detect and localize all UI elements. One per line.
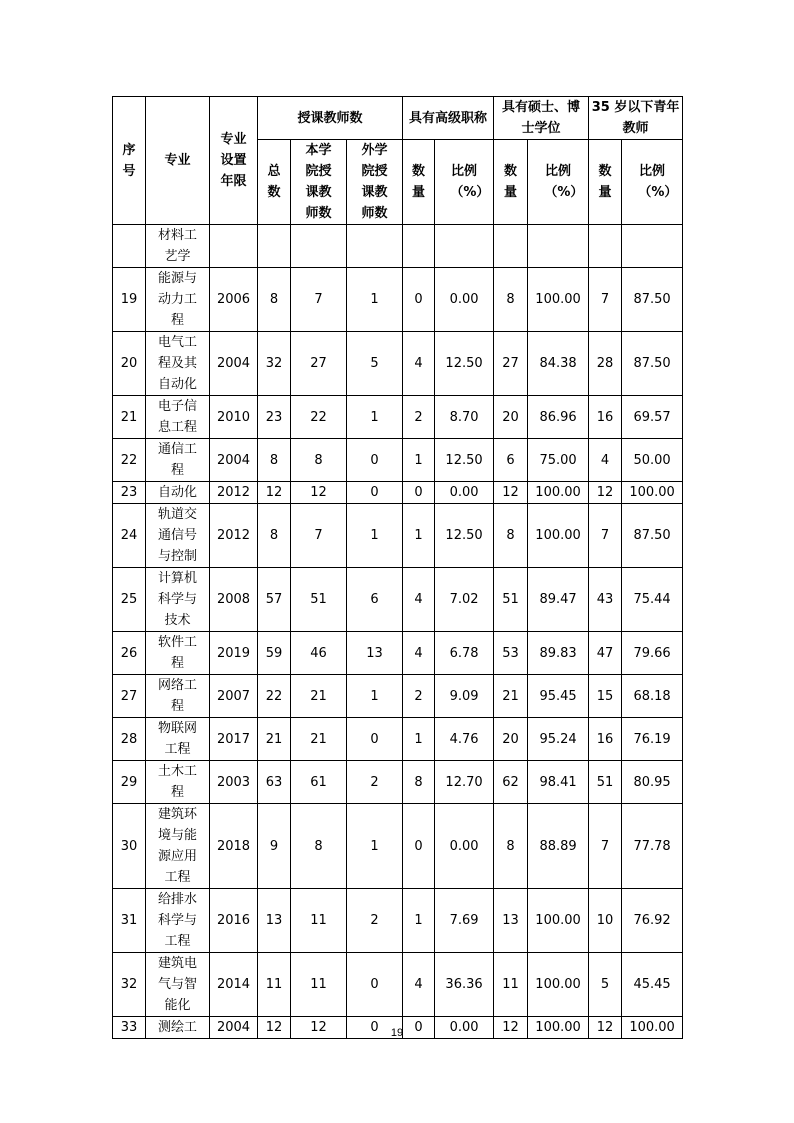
header-own-college: 本学院授课教师数 [291, 140, 347, 225]
table-row [113, 268, 683, 332]
cell-own-college: 21 [291, 675, 347, 718]
header-external-college: 外学院授课教师数 [347, 140, 403, 225]
cell-years: 2007 [210, 675, 258, 718]
cell-young-count: 47 [589, 632, 622, 675]
header-young-ratio: 比例（%） [622, 140, 683, 225]
table-row [113, 804, 683, 889]
cell-own-college: 27 [291, 332, 347, 396]
cell-seq: 19 [113, 268, 146, 332]
table-row [113, 396, 683, 439]
cell-senior-ratio: 9.09 [435, 675, 494, 718]
cell-young-count: 5 [589, 953, 622, 1017]
cell-young-count: 43 [589, 568, 622, 632]
cell-degree-count: 20 [494, 718, 528, 761]
cell-degree-ratio: 84.38 [528, 332, 589, 396]
cell-degree-ratio: 100.00 [528, 268, 589, 332]
cell-degree-count: 13 [494, 889, 528, 953]
cell-degree-count: 21 [494, 675, 528, 718]
cell-degree-count: 20 [494, 396, 528, 439]
cell-young-ratio: 87.50 [622, 332, 683, 396]
cell-total: 8 [258, 268, 291, 332]
cell-major: 土木工程 [146, 761, 210, 804]
cell-seq: 26 [113, 632, 146, 675]
cell-major: 电子信息工程 [146, 396, 210, 439]
cell-degree-ratio: 95.24 [528, 718, 589, 761]
cell-senior-ratio: 12.50 [435, 504, 494, 568]
cell-external-college [347, 225, 403, 268]
table-row [113, 504, 683, 568]
cell-major: 能源与动力工程 [146, 268, 210, 332]
cell-seq: 24 [113, 504, 146, 568]
cell-external-college: 1 [347, 268, 403, 332]
cell-total: 12 [258, 482, 291, 504]
cell-degree-count: 8 [494, 804, 528, 889]
cell-external-college: 2 [347, 889, 403, 953]
cell-total: 8 [258, 504, 291, 568]
cell-external-college: 5 [347, 332, 403, 396]
cell-young-count: 16 [589, 396, 622, 439]
teacher-statistics-table [112, 96, 683, 1039]
cell-years: 2019 [210, 632, 258, 675]
cell-senior-count: 8 [403, 761, 435, 804]
cell-major: 软件工程 [146, 632, 210, 675]
cell-major: 网络工程 [146, 675, 210, 718]
cell-years: 2017 [210, 718, 258, 761]
cell-seq: 23 [113, 482, 146, 504]
cell-total: 23 [258, 396, 291, 439]
table-body [113, 225, 683, 1039]
table-row [113, 953, 683, 1017]
cell-degree-count: 12 [494, 482, 528, 504]
cell-major: 计算机科学与技术 [146, 568, 210, 632]
cell-external-college: 1 [347, 675, 403, 718]
cell-seq: 32 [113, 953, 146, 1017]
cell-degree-ratio: 75.00 [528, 439, 589, 482]
cell-major: 通信工程 [146, 439, 210, 482]
table-row [113, 568, 683, 632]
header-degree-count: 数量 [494, 140, 528, 225]
cell-senior-ratio: 7.02 [435, 568, 494, 632]
cell-young-ratio: 45.45 [622, 953, 683, 1017]
header-seq: 序号 [113, 97, 146, 225]
cell-major: 材料工艺学 [146, 225, 210, 268]
cell-external-college: 6 [347, 568, 403, 632]
header-teachers: 授课教师数 [258, 97, 403, 140]
cell-young-ratio [622, 225, 683, 268]
cell-young-count: 12 [589, 482, 622, 504]
cell-degree-ratio: 89.83 [528, 632, 589, 675]
table-row [113, 761, 683, 804]
cell-major: 轨道交通信号与控制 [146, 504, 210, 568]
cell-senior-ratio: 36.36 [435, 953, 494, 1017]
cell-degree-ratio: 100.00 [528, 1017, 589, 1039]
cell-total: 12 [258, 1017, 291, 1039]
cell-external-college: 13 [347, 632, 403, 675]
cell-own-college: 11 [291, 953, 347, 1017]
cell-young-count: 7 [589, 804, 622, 889]
cell-degree-ratio: 95.45 [528, 675, 589, 718]
table-row [113, 482, 683, 504]
cell-seq: 21 [113, 396, 146, 439]
header-senior-title: 具有高级职称 [403, 97, 494, 140]
cell-total: 59 [258, 632, 291, 675]
cell-seq: 31 [113, 889, 146, 953]
cell-senior-count: 1 [403, 439, 435, 482]
cell-senior-count: 1 [403, 504, 435, 568]
cell-young-ratio: 77.78 [622, 804, 683, 889]
cell-young-ratio: 76.92 [622, 889, 683, 953]
cell-young-count: 12 [589, 1017, 622, 1039]
cell-senior-ratio: 0.00 [435, 1017, 494, 1039]
cell-senior-count: 0 [403, 268, 435, 332]
cell-seq [113, 225, 146, 268]
cell-senior-count: 4 [403, 953, 435, 1017]
cell-seq: 28 [113, 718, 146, 761]
cell-external-college: 1 [347, 504, 403, 568]
cell-young-ratio: 87.50 [622, 504, 683, 568]
cell-senior-ratio: 0.00 [435, 482, 494, 504]
cell-senior-count: 2 [403, 675, 435, 718]
cell-own-college [291, 225, 347, 268]
cell-young-ratio: 75.44 [622, 568, 683, 632]
cell-years [210, 225, 258, 268]
cell-major: 物联网工程 [146, 718, 210, 761]
cell-young-ratio: 80.95 [622, 761, 683, 804]
cell-young-ratio: 50.00 [622, 439, 683, 482]
cell-own-college: 11 [291, 889, 347, 953]
cell-senior-count: 4 [403, 568, 435, 632]
cell-young-count: 10 [589, 889, 622, 953]
cell-young-count: 4 [589, 439, 622, 482]
cell-years: 2018 [210, 804, 258, 889]
table-header [113, 97, 683, 225]
cell-major: 测绘工 [146, 1017, 210, 1039]
cell-senior-ratio: 12.70 [435, 761, 494, 804]
cell-degree-count: 6 [494, 439, 528, 482]
cell-degree-ratio: 86.96 [528, 396, 589, 439]
cell-young-count [589, 225, 622, 268]
cell-years: 2010 [210, 396, 258, 439]
cell-total: 32 [258, 332, 291, 396]
cell-external-college: 0 [347, 1017, 403, 1039]
cell-young-count: 7 [589, 268, 622, 332]
cell-degree-ratio: 100.00 [528, 482, 589, 504]
cell-own-college: 21 [291, 718, 347, 761]
header-total: 总数 [258, 140, 291, 225]
cell-years: 2004 [210, 332, 258, 396]
cell-senior-ratio: 7.69 [435, 889, 494, 953]
page-number: 19 [390, 1027, 404, 1039]
cell-seq: 27 [113, 675, 146, 718]
cell-young-count: 15 [589, 675, 622, 718]
cell-seq: 29 [113, 761, 146, 804]
cell-total: 8 [258, 439, 291, 482]
cell-years: 2012 [210, 504, 258, 568]
cell-senior-count: 1 [403, 889, 435, 953]
cell-own-college: 61 [291, 761, 347, 804]
cell-own-college: 46 [291, 632, 347, 675]
cell-senior-ratio: 0.00 [435, 268, 494, 332]
cell-own-college: 12 [291, 1017, 347, 1039]
cell-senior-count: 4 [403, 332, 435, 396]
cell-own-college: 22 [291, 396, 347, 439]
cell-degree-count: 51 [494, 568, 528, 632]
cell-senior-ratio: 6.78 [435, 632, 494, 675]
table-row [113, 718, 683, 761]
cell-total [258, 225, 291, 268]
cell-young-ratio: 79.66 [622, 632, 683, 675]
cell-senior-ratio [435, 225, 494, 268]
cell-senior-ratio: 8.70 [435, 396, 494, 439]
cell-degree-count: 8 [494, 268, 528, 332]
cell-young-count: 7 [589, 504, 622, 568]
cell-own-college: 7 [291, 504, 347, 568]
cell-degree-count: 11 [494, 953, 528, 1017]
cell-senior-count: 4 [403, 632, 435, 675]
cell-young-ratio: 87.50 [622, 268, 683, 332]
cell-senior-ratio: 0.00 [435, 804, 494, 889]
cell-degree-ratio: 98.41 [528, 761, 589, 804]
cell-degree-count: 12 [494, 1017, 528, 1039]
cell-seq: 20 [113, 332, 146, 396]
cell-young-count: 51 [589, 761, 622, 804]
table-row [113, 632, 683, 675]
cell-years: 2016 [210, 889, 258, 953]
header-degree-ratio: 比例（%） [528, 140, 589, 225]
header-degree: 具有硕士、博士学位 [494, 97, 589, 140]
header-senior-ratio: 比例（%） [435, 140, 494, 225]
cell-young-ratio: 100.00 [622, 1017, 683, 1039]
cell-years: 2004 [210, 1017, 258, 1039]
cell-degree-count [494, 225, 528, 268]
cell-degree-count: 27 [494, 332, 528, 396]
cell-senior-count: 0 [403, 1017, 435, 1039]
cell-senior-count: 0 [403, 804, 435, 889]
header-young-teachers: 35 岁以下青年教师 [589, 97, 683, 140]
cell-total: 13 [258, 889, 291, 953]
cell-major: 自动化 [146, 482, 210, 504]
cell-young-ratio: 69.57 [622, 396, 683, 439]
cell-young-count: 16 [589, 718, 622, 761]
cell-external-college: 0 [347, 953, 403, 1017]
cell-total: 22 [258, 675, 291, 718]
table-row [113, 332, 683, 396]
cell-external-college: 0 [347, 439, 403, 482]
cell-senior-count: 0 [403, 482, 435, 504]
cell-degree-ratio: 100.00 [528, 504, 589, 568]
cell-external-college: 2 [347, 761, 403, 804]
cell-major: 建筑电气与智能化 [146, 953, 210, 1017]
cell-total: 63 [258, 761, 291, 804]
cell-years: 2012 [210, 482, 258, 504]
cell-years: 2008 [210, 568, 258, 632]
table-row [113, 675, 683, 718]
cell-own-college: 12 [291, 482, 347, 504]
cell-senior-ratio: 4.76 [435, 718, 494, 761]
cell-degree-ratio [528, 225, 589, 268]
cell-years: 2004 [210, 439, 258, 482]
table-row [113, 225, 683, 268]
header-young-count: 数量 [589, 140, 622, 225]
cell-total: 21 [258, 718, 291, 761]
cell-total: 57 [258, 568, 291, 632]
cell-senior-ratio: 12.50 [435, 439, 494, 482]
cell-years: 2014 [210, 953, 258, 1017]
cell-own-college: 7 [291, 268, 347, 332]
cell-years: 2006 [210, 268, 258, 332]
cell-degree-ratio: 88.89 [528, 804, 589, 889]
cell-major: 建筑环境与能源应用工程 [146, 804, 210, 889]
cell-young-count: 28 [589, 332, 622, 396]
header-years: 专业设置年限 [210, 97, 258, 225]
header-senior-count: 数量 [403, 140, 435, 225]
cell-total: 9 [258, 804, 291, 889]
cell-years: 2003 [210, 761, 258, 804]
cell-degree-count: 8 [494, 504, 528, 568]
cell-senior-ratio: 12.50 [435, 332, 494, 396]
cell-own-college: 8 [291, 804, 347, 889]
cell-seq: 30 [113, 804, 146, 889]
cell-external-college: 0 [347, 482, 403, 504]
cell-major: 电气工程及其自动化 [146, 332, 210, 396]
cell-own-college: 8 [291, 439, 347, 482]
cell-degree-ratio: 89.47 [528, 568, 589, 632]
cell-degree-count: 62 [494, 761, 528, 804]
cell-senior-count: 1 [403, 718, 435, 761]
cell-young-ratio: 76.19 [622, 718, 683, 761]
table-row [113, 889, 683, 953]
cell-external-college: 1 [347, 804, 403, 889]
header-major: 专业 [146, 97, 210, 225]
table-row [113, 439, 683, 482]
cell-own-college: 51 [291, 568, 347, 632]
cell-degree-count: 53 [494, 632, 528, 675]
cell-young-ratio: 68.18 [622, 675, 683, 718]
cell-total: 11 [258, 953, 291, 1017]
cell-seq: 25 [113, 568, 146, 632]
cell-major: 给排水科学与工程 [146, 889, 210, 953]
cell-seq: 22 [113, 439, 146, 482]
cell-degree-ratio: 100.00 [528, 953, 589, 1017]
cell-senior-count: 2 [403, 396, 435, 439]
cell-senior-count [403, 225, 435, 268]
cell-seq: 33 [113, 1017, 146, 1039]
cell-external-college: 1 [347, 396, 403, 439]
cell-young-ratio: 100.00 [622, 482, 683, 504]
cell-external-college: 0 [347, 718, 403, 761]
cell-degree-ratio: 100.00 [528, 889, 589, 953]
